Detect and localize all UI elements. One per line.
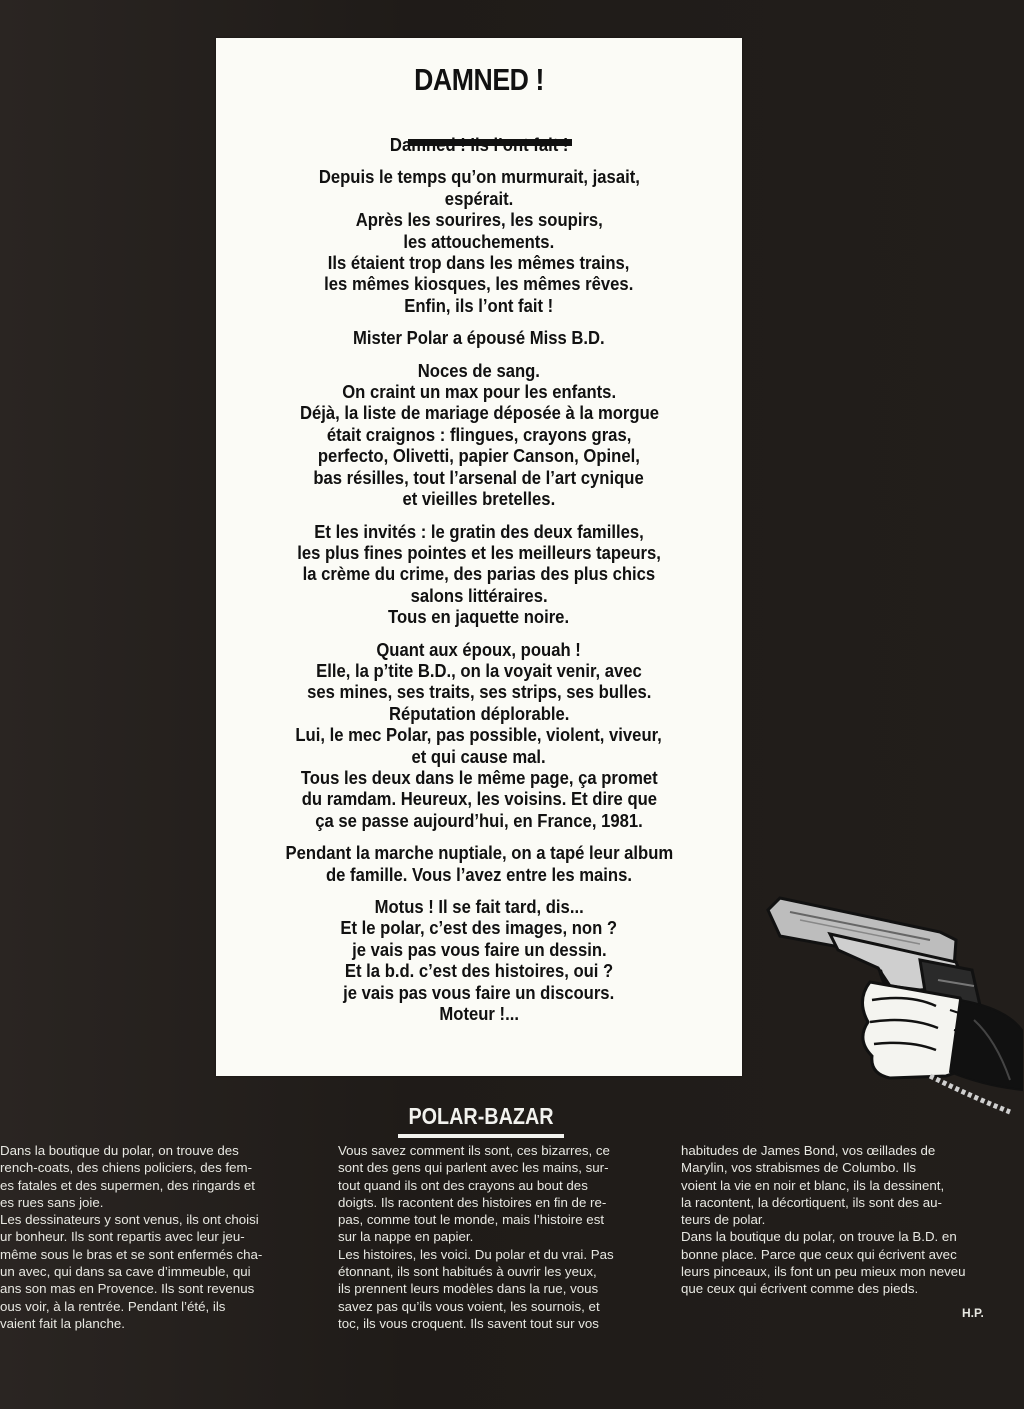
article-line: étonnant, ils sont habitués à ouvrir les yeux, [338,1264,597,1280]
article-line: pas, comme tout le monde, mais l’histoire est [338,1212,605,1228]
poem-line: Motus ! Il se fait tard, dis... [374,896,584,917]
poem-line: Enfin, ils l’ont fait ! [404,294,554,316]
article-line: un avec, qui dans sa cave d’immeuble, qui [0,1264,251,1280]
poem-stanza [224,639,734,832]
article-line: toc, ils vous croquent. Ils savent tout sur vos [338,1315,599,1331]
poem-line: espérait. [444,187,514,209]
poem-line: je vais pas vous faire un discours. [343,981,615,1003]
poem-line: était craignos : flingues, crayons gras, [326,423,632,445]
article-line: es fatales et des supermen, des ringards et [0,1177,255,1193]
poem-line: Pendant la marche nuptiale, on a tapé leur album [285,842,673,864]
article-title: POLAR-BAZAR [408,1103,554,1129]
poem-line: Tous les deux dans le même page, ça promet [300,766,658,788]
poem-line: Déjà, la liste de mariage déposée à la morgue [299,402,659,424]
article-column-1 [0,1142,307,1332]
poem-line: Elle, la p’tite B.D., on la voyait venir, avec [316,659,642,681]
article-line: sur la nappe en papier. [338,1229,474,1245]
article-line: Dans la boutique du polar, on trouve des [0,1143,239,1158]
article-line: Les histoires, les voici. Du polar et du vrai. Pas [338,1246,614,1262]
article-line: teurs de polar. [681,1212,766,1228]
poem-line: Mister Polar a épousé Miss B.D. [353,327,605,349]
poem-body [224,134,734,1035]
article-line: habitudes de James Bond, vos œillades de [681,1143,936,1158]
article-line: même sous le bras et se sont enfermés cha- [0,1246,263,1262]
poem-line: Moteur !... [439,1003,519,1025]
poem-line: Quant aux époux, pouah ! [376,638,582,660]
poem-stanza [224,327,734,348]
poem-line: Damned ! Ils l’ont fait ! [389,134,569,155]
poem-line: bas résilles, tout l’arsenal de l’art cynique [313,466,645,488]
poem-card [216,38,742,1076]
article-line: tout quand ils ont des crayons au bout des [338,1177,588,1193]
poem-line: de famille. Vous l’avez entre les mains. [326,863,632,885]
poem-line: Et le polar, c’est des images, non ? [340,917,618,939]
article-line: savez pas qu’ils vous voient, les sournois, et [338,1298,600,1314]
poem-stanza [224,521,734,628]
gun-in-hand-illustration [760,890,1024,1120]
poem-line: les plus fines pointes et les meilleurs tapeurs, [297,541,661,563]
poem-line: et vieilles bretelles. [402,488,556,510]
poem-line: On craint un max pour les enfants. [342,381,616,403]
poem-line: Ils étaient trop dans les mêmes trains, [328,252,630,274]
article-line: Marylin, vos strabismes de Columbo. Ils [681,1160,916,1176]
poem-line: ses mines, ses traits, ses strips, ses bulles. [306,681,652,703]
article-line: vaient fait la planche. [0,1315,125,1331]
article-title-underline [398,1134,564,1138]
poem-title: DAMNED ! [414,62,544,97]
author-signature: H.P. [962,1306,984,1320]
article-line: rench-coats, des chiens policiers, des fem- [0,1160,253,1176]
poem-line: Et la b.d. c’est des histoires, oui ? [344,960,614,982]
poem-line: Depuis le temps qu’on murmurait, jasait, [318,166,640,188]
article-column-2 [338,1142,656,1332]
poem-line: je vais pas vous faire un dessin. [351,938,607,960]
article-line: doigts. Ils racontent des histoires en fin de re- [338,1194,607,1210]
poem-line: Et les invités : le gratin des deux familles, [314,520,644,542]
article-column-3 [681,1142,999,1298]
poem-line: Lui, le mec Polar, pas possible, violent, viveur, [295,724,663,746]
poem-stanza [224,842,734,885]
poem-line: perfecto, Olivetti, papier Canson, Opinel, [318,445,640,467]
poem-line: et qui cause mal. [411,745,547,767]
article-line: ils prennent leurs modèles dans la rue, vous [338,1281,599,1297]
poem-line: Après les sourires, les soupirs, [355,209,603,231]
poem-line: les mêmes kiosques, les mêmes rêves. [324,273,634,295]
poem-line: Tous en jaquette noire. [388,606,570,628]
article-line: Les dessinateurs y sont venus, ils ont choisi [0,1212,259,1228]
poem-stanza [224,896,734,1024]
poem-line: les attouchements. [403,230,555,252]
poem-line: salons littéraires. [410,584,548,606]
article-line: Vous savez comment ils sont, ces bizarres, ce [338,1143,610,1158]
article-line: leurs pinceaux, ils font un peu mieux mon neveu [681,1264,966,1280]
poem-stanza [224,134,734,155]
article-line: ous voir, à la rentrée. Pendant l’été, ils [0,1298,226,1314]
article-line: sont des gens qui parlent avec les mains, sur- [338,1160,609,1176]
poem-line: Réputation déplorable. [388,702,570,724]
article-line: Dans la boutique du polar, on trouve la B.D. en [681,1229,957,1245]
article-line: es rues sans joie. [0,1194,104,1210]
article-line: la racontent, la décortiquent, ils sont des au- [681,1194,942,1210]
poem-line: Noces de sang. [417,359,541,381]
poem-line: la crème du crime, des parias des plus chics [302,563,656,585]
poem-line: ça se passe aujourd’hui, en France, 1981. [315,809,643,831]
poem-stanza [224,360,734,510]
article-line: voient la vie en noir et blanc, ils la dessinent, [681,1177,945,1193]
poem-line: du ramdam. Heureux, les voisins. Et dire que [301,788,657,810]
article-line: ur bonheur. Ils sont repartis avec leur jeu- [0,1229,245,1245]
article-line: ans son mas en Provence. Ils sont revenus [0,1281,255,1297]
article-line: bonne place. Parce que ceux qui écrivent avec [681,1246,957,1262]
poem-stanza [224,166,734,316]
article-line: que ceux qui écrivent comme des pieds. [681,1281,919,1297]
